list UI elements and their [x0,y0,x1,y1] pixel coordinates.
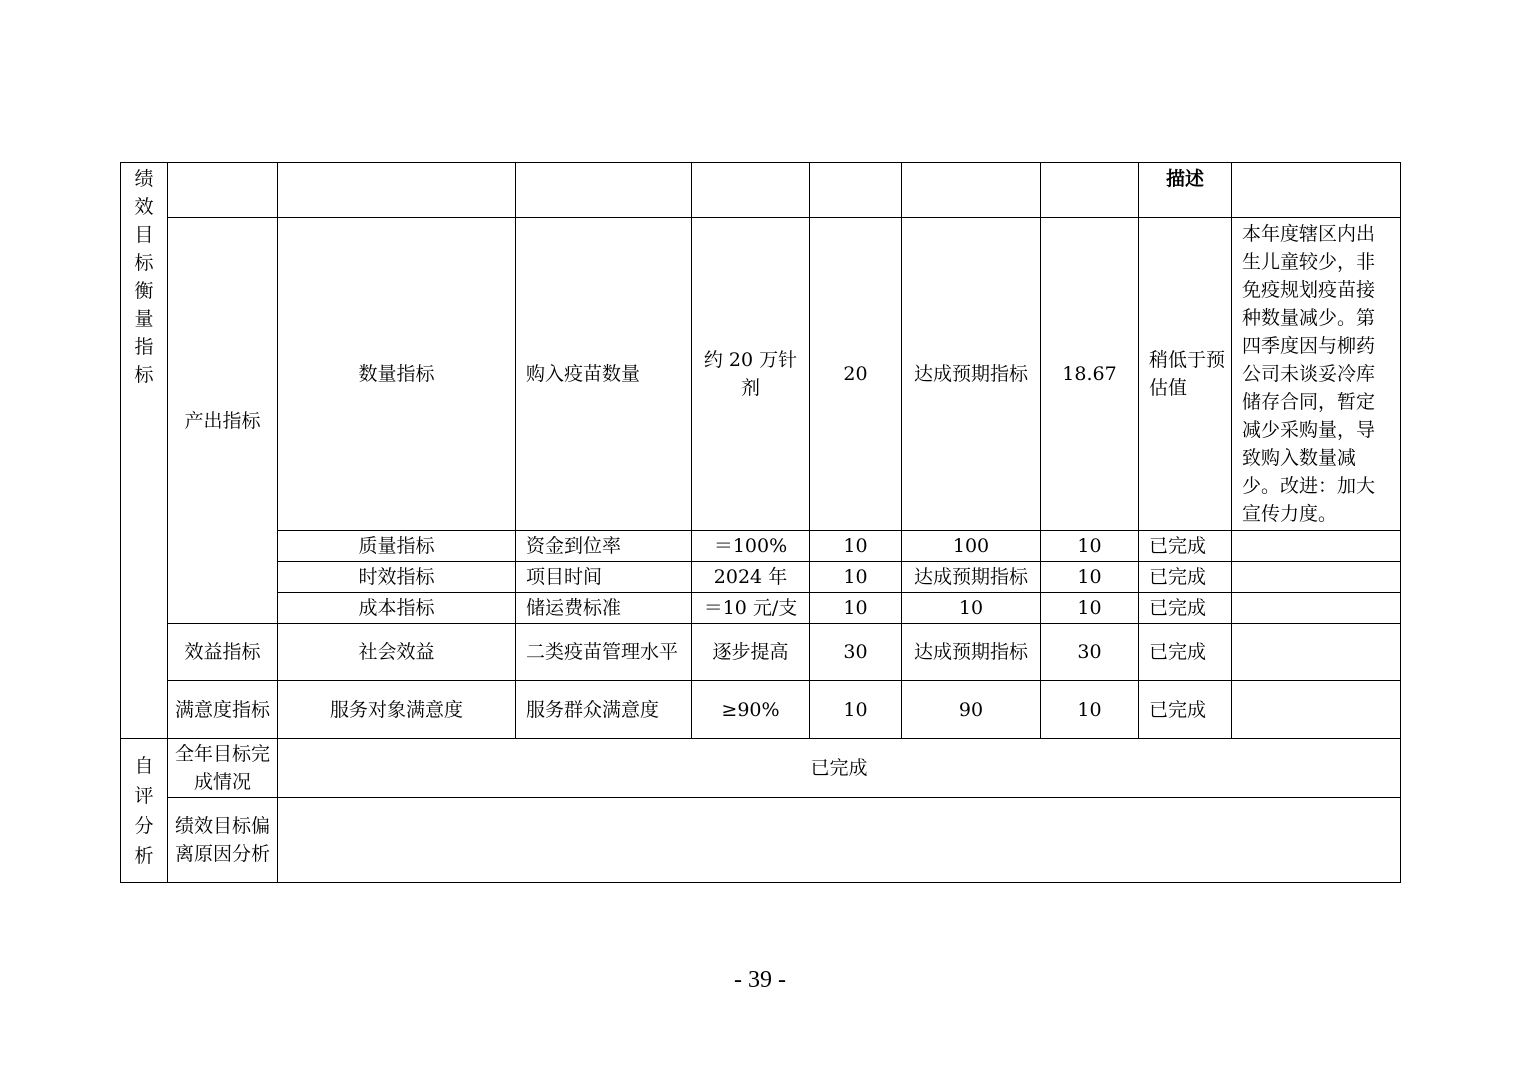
table-row-quantity [121,218,1401,531]
actual-cell: 10 [902,593,1041,624]
level3-cell: 资金到位率 [516,531,692,562]
table-row-timeliness [121,562,1401,593]
score-cell: 10 [1041,681,1139,739]
level2-cell: 社会效益 [278,624,516,681]
deviation-value [278,798,1401,883]
target-cell: ＝10 元/支 [692,593,810,624]
actual-cell: 100 [902,531,1041,562]
table-row-benefit [121,624,1401,681]
weight-cell: 10 [810,531,902,562]
level1-satisfaction: 满意度指标 [168,681,278,739]
score-cell: 10 [1041,531,1139,562]
table-row-cost [121,593,1401,624]
completion-value: 已完成 [278,739,1401,798]
blank-cell [1232,163,1401,218]
level2-cell: 数量指标 [278,218,516,531]
weight-cell: 10 [810,593,902,624]
weight-cell: 20 [810,218,902,531]
reason-cell [1232,681,1401,739]
self-eval-section-label: 自评分析 [121,739,168,883]
reason-cell [1232,562,1401,593]
blank-cell [902,163,1041,218]
score-cell: 30 [1041,624,1139,681]
reason-cell [1232,593,1401,624]
target-cell: 约 20 万针剂 [692,218,810,531]
reason-cell [1232,624,1401,681]
target-cell: ＝100% [692,531,810,562]
status-cell: 已完成 [1139,624,1232,681]
blank-cell [810,163,902,218]
performance-table [120,162,1401,883]
status-cell: 稍低于预估值 [1139,218,1232,531]
level1-benefit: 效益指标 [168,624,278,681]
level3-cell: 储运费标准 [516,593,692,624]
self-eval-completion-row [121,739,1401,798]
score-cell: 18.67 [1041,218,1139,531]
level2-cell: 质量指标 [278,531,516,562]
weight-cell: 10 [810,562,902,593]
status-cell: 已完成 [1139,531,1232,562]
blank-cell [692,163,810,218]
reason-cell: 本年度辖区内出生儿童较少，非免疫规划疫苗接种数量减少。第四季度因与柳药公司未谈妥冷库储存合同，暂定减少采购量，导致购入数量减少。改进：加大宣传力度。 [1232,218,1401,531]
weight-cell: 30 [810,624,902,681]
actual-cell: 达成预期指标 [902,218,1041,531]
metrics-section-label: 绩效目标衡量指标 [121,163,168,739]
completion-label: 全年目标完成情况 [168,739,278,798]
blank-cell [278,163,516,218]
blank-cell [516,163,692,218]
page-number: - 39 - [734,967,786,993]
status-cell: 已完成 [1139,593,1232,624]
target-cell: 2024 年 [692,562,810,593]
level1-output: 产出指标 [168,218,278,624]
level3-cell: 购入疫苗数量 [516,218,692,531]
level3-cell: 服务群众满意度 [516,681,692,739]
blank-cell [1041,163,1139,218]
target-cell: 逐步提高 [692,624,810,681]
score-cell: 10 [1041,593,1139,624]
self-eval-deviation-row [121,798,1401,883]
level3-cell: 项目时间 [516,562,692,593]
actual-cell: 达成预期指标 [902,624,1041,681]
score-cell: 10 [1041,562,1139,593]
table-row-satisfaction [121,681,1401,739]
target-cell: ≥90% [692,681,810,739]
actual-cell: 达成预期指标 [902,562,1041,593]
level3-cell: 二类疫苗管理水平 [516,624,692,681]
status-cell: 已完成 [1139,562,1232,593]
desc-header: 描述 [1139,163,1232,218]
status-cell: 已完成 [1139,681,1232,739]
level2-cell: 服务对象满意度 [278,681,516,739]
reason-cell [1232,531,1401,562]
table-row-quality [121,531,1401,562]
weight-cell: 10 [810,681,902,739]
actual-cell: 90 [902,681,1041,739]
level2-cell: 时效指标 [278,562,516,593]
header-row [121,163,1401,218]
level2-cell: 成本指标 [278,593,516,624]
deviation-label: 绩效目标偏离原因分析 [168,798,278,883]
blank-cell [168,163,278,218]
